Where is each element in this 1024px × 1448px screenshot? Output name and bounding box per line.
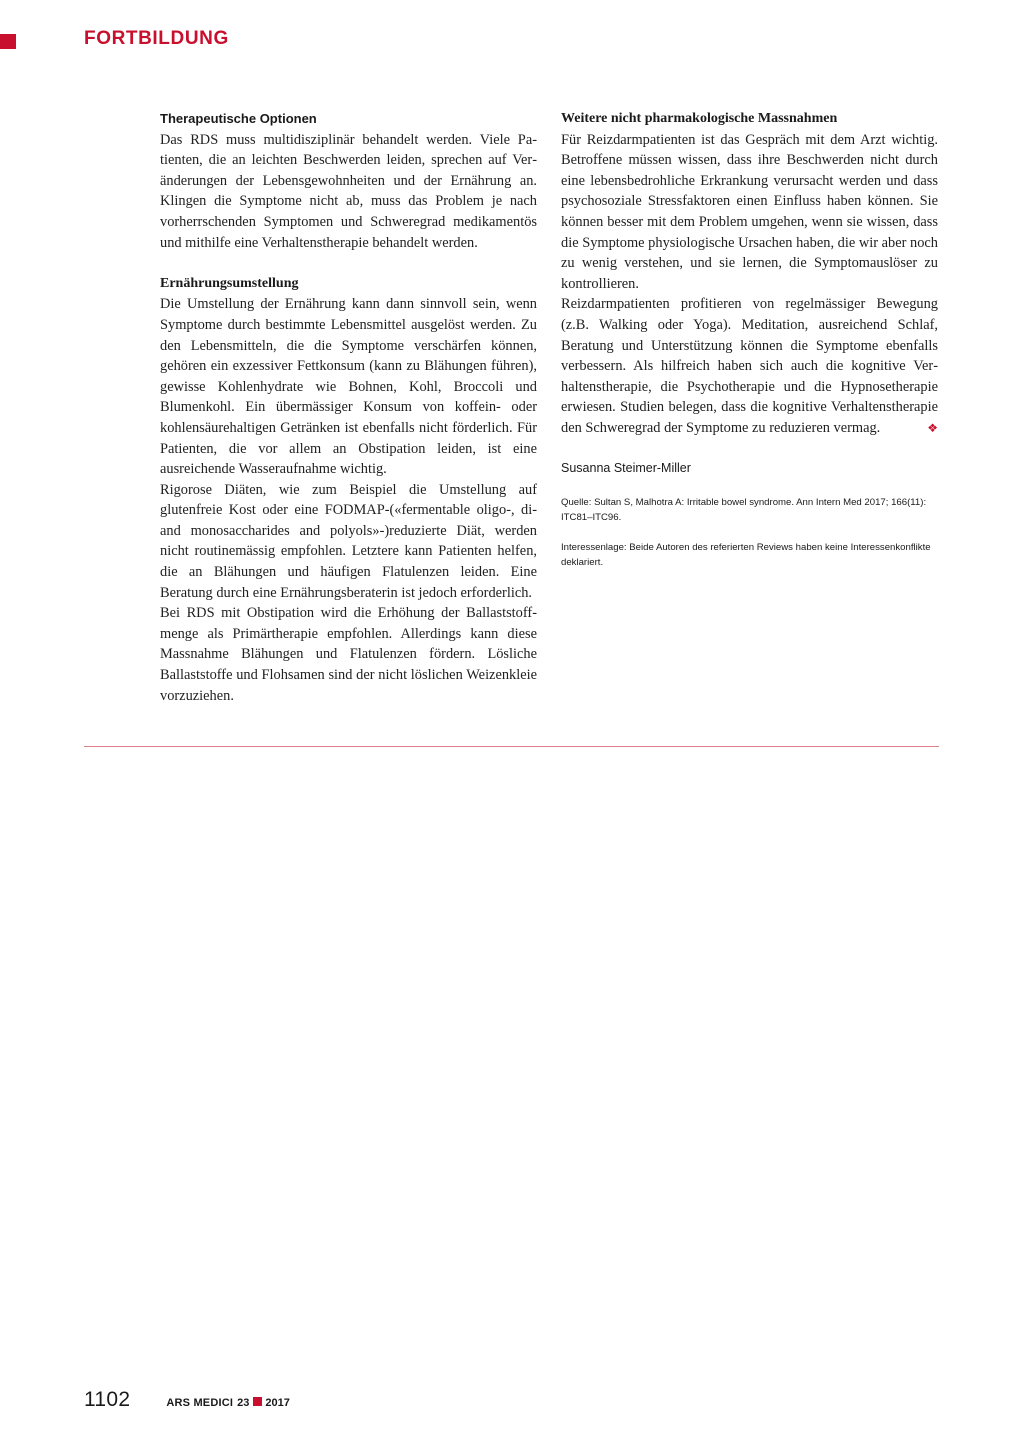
section-heading-therapeutische-optionen: Therapeutische Optionen [160,111,317,126]
brand-square-icon [0,34,16,49]
final-paragraph-wrapper [561,294,938,438]
issue-number: 23 [237,1397,250,1409]
footer-square-icon [253,1397,262,1406]
article-end-icon: ❖ [927,420,938,435]
paragraph-gap [160,253,537,274]
content-divider [84,746,939,747]
paragraph-massnahmen-2: Reizdarmpatienten profitieren von regelmässiger Bewegung (z.B. Walking oder Yoga). Meditation, ausreichend Schlaf, Beratung und Unterstützung können die Symptome ebenfalls verbessern. Als hilfreich haben sich auch die kognitive Verhaltenstherapie, die Psychotherapie und die Hypnosetherapie erwiesen. Studien belegen, dass die kognitive Verhaltenstherapie den Schweregrad der Symptome zu reduzieren vermag. [561,296,938,436]
paragraph-ernaehrung-1: Die Umstellung der Ernährung kann dann sinnvoll sein, wenn Symptome durch bestimmte Lebensmittel ausgelöst werden. Zu den Lebensmitteln, die die Symptome verschärfen können, gehören ein exzessiver Fettkonsum (kann zu Blähungen führen), gewisse Kohlenhydrate wie Bohnen, Kohl, Broccoli und Blumenkohl. Ein übermässiger Konsum von koffein- oder kohlensäurehaltigen Getränken ist ebenfalls nicht förderlich. Für Patienten, die vor allem an Obstipation leiden, ist eine ausreichende Wasseraufnahme wichtig. [160,296,537,478]
interest-note: Interessenlage: Beide Autoren des referierten Reviews haben keine Interessenkonflikte deklariert. [561,541,931,568]
journal-name: ARS MEDICI [166,1397,234,1409]
page-footer [84,1388,290,1412]
right-column [561,109,938,571]
paragraph-massnahmen-1: Für Reizdarmpatienten ist das Gespräch mit dem Arzt wichtig. Betroffene müssen wissen, dass ihre Beschwerden nicht durch eine lebensbedrohliche Erkrankung verursacht werden und dass psychosoziale Stressfaktoren einen Einfluss haben können. Sie können besser mit dem Problem umgehen, wenn sie wissen, dass die Symptome physiologische Ursachen haben, die wir aber noch zu wenig verstehen, und sie lernen, die Symptomauslöser zu kontrollieren. [561,131,938,292]
paragraph-ernaehrung-2: Rigorose Diäten, wie zum Beispiel die Umstellung auf glutenfreie Kost oder eine FODMAP-(«fermentable oligo-, di- and monosaccharides and polyols»-)reduzierte Diät, werden nicht routinemässig empfohlen. Letztere kann Patienten helfen, die an Blähungen und häufigen Flatulenzen leiden. Eine Beratung durch eine Ernährungsberaterin ist jedoch erforderlich. [160,481,537,601]
section-label: FORTBILDUNG [84,28,229,49]
section-heading-weitere-massnahmen: Weitere nicht pharmakologische Massnahmen [561,111,838,126]
publication-year: 2017 [265,1397,290,1409]
paragraph-ernaehrung-3: Bei RDS mit Obstipation wird die Erhöhung der Ballaststoffmenge als Primärtherapie empfohlen. Allerdings kann diese Massnahme Blähungen und Flatulenzen fördern. Lösliche Ballaststoffe und Flohsamen sind der nicht löslichen Weizenkleie vorzuziehen. [160,605,537,704]
paragraph-therapeutische-optionen: Das RDS muss multidisziplinär behandelt werden. Viele Patienten, die an leichten Beschwerden leiden, sprechen auf Veränderungen der Lebensgewohnheiten und der Ernährung an. Klingen die Symptome nicht ab, muss das Problem je nach vorherrschenden Symptomen und Schweregrad medikamentös und mithilfe eine Verhaltenstherapie behandelt werden. [160,131,537,251]
source-note: Quelle: Sultan S, Malhotra A: Irritable bowel syndrome. Ann Intern Med 2017; 166(11): ITC81–ITC96. [561,496,927,523]
left-column [160,109,537,706]
section-heading-ernaehrungsumstellung: Ernährungsumstellung [160,275,299,291]
author-name: Susanna Steimer-Miller [561,460,691,475]
page-number: 1102 [84,1388,131,1411]
